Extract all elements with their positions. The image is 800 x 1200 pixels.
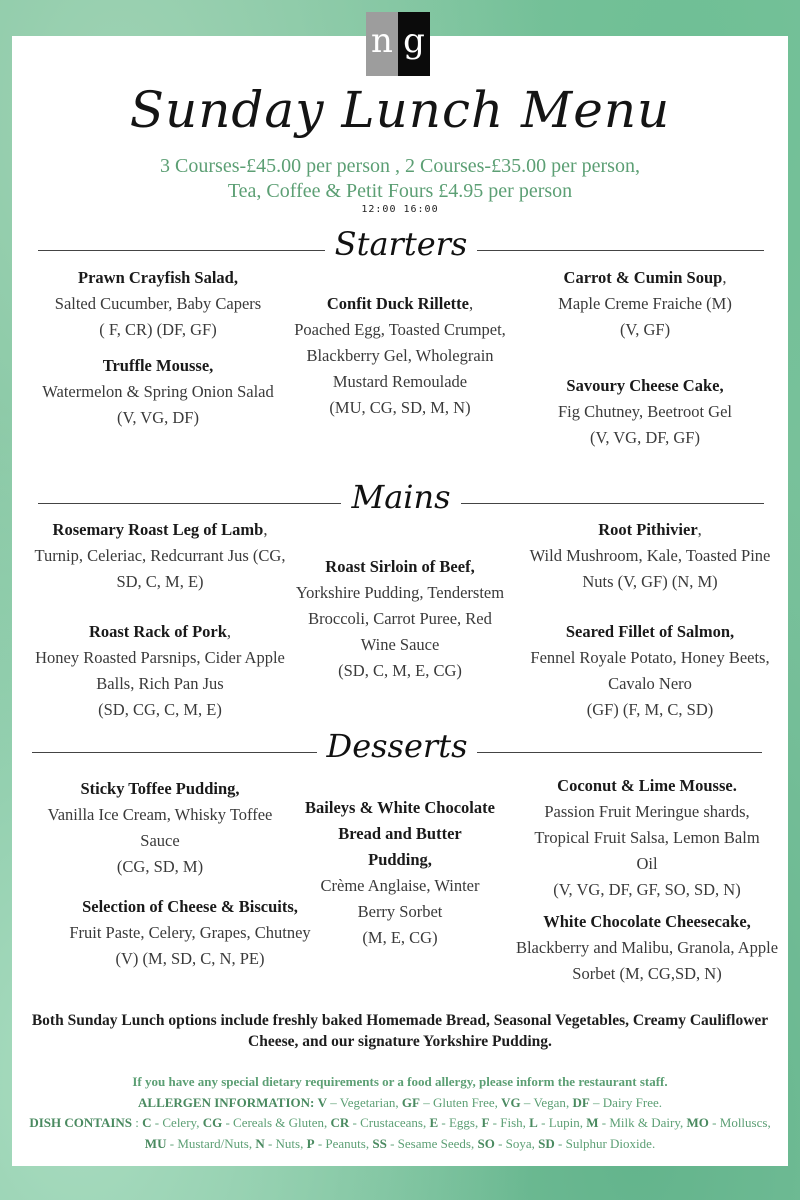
dish-name-suffix: ,	[697, 520, 702, 539]
dish-name: Sticky Toffee Pudding,	[80, 779, 240, 798]
dish-allergens: (V) (M, SD, C, N, PE)	[115, 949, 265, 968]
allergen-meaning: Fish	[500, 1115, 523, 1130]
allergen-code: VG	[501, 1094, 521, 1110]
starters-right-column	[525, 265, 765, 461]
dish-title	[525, 265, 765, 291]
dish-description: Fruit Paste, Celery, Grapes, Chutney	[69, 923, 311, 942]
restaurant-logo	[366, 12, 430, 76]
dish-allergens: (V, GF)	[619, 320, 671, 339]
dish-description: Watermelon & Spring Onion Salad	[42, 382, 274, 401]
inclusions-note: Both Sunday Lunch options include freshly baked Homemade Bread, Seasonal Vegetables, Creamy Cauliflower Cheese, and our signature Yorkshire Pudding.	[31, 1012, 769, 1050]
price-line-2: Tea, Coffee & Petit Fours £4.95 per person	[227, 180, 573, 202]
service-hours: 12:00 16:00	[361, 204, 439, 215]
dish-name: Seared Fillet of Salmon,	[565, 622, 735, 641]
dish-name: Baileys & White Chocolate Bread and Butter Pudding,	[305, 798, 495, 869]
section-heading-starters	[38, 222, 764, 266]
allergen-code: CR	[330, 1115, 350, 1130]
allergen-code: MO	[686, 1115, 709, 1130]
dish-allergens: (M, E, CG)	[362, 928, 438, 947]
dish-name: White Chocolate Cheesecake,	[543, 912, 751, 931]
dish-allergens: ( F, CR) (DF, GF)	[99, 320, 217, 339]
dish-name: Coconut & Lime Mousse.	[557, 776, 737, 795]
dish-name-suffix: ,	[468, 294, 474, 313]
section-title: Mains	[351, 478, 451, 516]
dish-name: Carrot & Cumin Soup	[563, 268, 723, 287]
allergen-code: N	[255, 1135, 265, 1151]
dish-allergens: (V, VG, DF)	[117, 408, 199, 427]
dish-title	[30, 619, 290, 645]
allergen-code: M	[586, 1115, 599, 1130]
dish-title	[280, 291, 520, 317]
divider-line	[477, 752, 762, 753]
dish-name-suffix: ,	[263, 520, 268, 539]
dish-description: Vanilla Ice Cream, Whisky Toffee Sauce	[47, 805, 273, 850]
allergen-meaning: Gluten Free	[432, 1094, 495, 1110]
allergen-code: SD	[538, 1135, 555, 1151]
desserts-left-column	[35, 776, 311, 982]
price-info	[0, 154, 800, 204]
section-heading-mains	[38, 475, 764, 519]
dish-name: Selection of Cheese & Biscuits,	[82, 897, 298, 916]
section-title: Desserts	[326, 727, 468, 765]
section-title: Starters	[334, 225, 468, 263]
dish-name: Roast Sirloin of Beef,	[325, 557, 475, 576]
menu-item	[55, 894, 325, 972]
dish-allergens: (SD, C, M, E, CG)	[338, 661, 462, 680]
mains-right-column	[525, 517, 775, 733]
starters-left-column	[38, 265, 278, 441]
mains-center-column	[290, 554, 510, 694]
dish-allergens: (SD, CG, C, M, E)	[98, 700, 222, 719]
dish-title	[30, 517, 290, 543]
allergen-code: SO	[477, 1135, 495, 1151]
dish-contains-label: DISH CONTAINS	[29, 1115, 133, 1130]
divider-line	[38, 250, 325, 251]
divider-line	[461, 503, 764, 504]
menu-item	[290, 554, 510, 684]
allergen-code: MU	[144, 1135, 167, 1151]
dish-name: Prawn Crayfish Salad,	[78, 268, 238, 287]
dish-description: Crème Anglaise, Winter Berry Sorbet	[320, 876, 480, 921]
allergen-info-label: ALLERGEN INFORMATION:	[138, 1094, 315, 1110]
allergen-code: V	[317, 1094, 328, 1110]
menu-item	[525, 619, 775, 723]
dish-name-suffix: ,	[722, 268, 727, 287]
divider-line	[32, 752, 317, 753]
allergen-meaning: Celery	[162, 1115, 197, 1130]
dish-name: Confit Duck Rillette	[326, 294, 469, 313]
allergen-code: E	[429, 1115, 439, 1130]
logo-letter-g: g	[398, 12, 430, 76]
dish-description: Turnip, Celeriac, Redcurrant Jus (CG, SD, C, M, E)	[34, 546, 286, 591]
allergen-code: GF	[401, 1094, 420, 1110]
allergen-meaning: Dairy Free	[602, 1094, 659, 1110]
dish-description: Poached Egg, Toasted Crumpet, Blackberry Gel, Wholegrain Mustard Remoulade	[294, 320, 506, 391]
allergen-meaning: Peanuts	[325, 1135, 366, 1151]
desserts-center-column	[305, 795, 495, 961]
allergen-code: CG	[202, 1115, 223, 1130]
allergen-meaning: Sulphur Dioxide	[565, 1135, 652, 1151]
dish-description: Yorkshire Pudding, Tenderstem Broccoli, Carrot Puree, Red Wine Sauce	[295, 583, 505, 654]
dish-name: Roast Rack of Pork	[88, 622, 227, 641]
menu-item	[38, 265, 278, 343]
menu-item	[305, 795, 495, 951]
dish-description: Passion Fruit Meringue shards, Tropical Fruit Salsa, Lemon Balm Oil	[534, 802, 760, 873]
dish-description: Maple Creme Fraiche (M)	[558, 294, 732, 313]
dish-name: Root Pithivier	[598, 520, 698, 539]
dish-name-suffix: ,	[226, 622, 232, 641]
dish-description: Salted Cucumber, Baby Capers	[54, 294, 262, 313]
allergen-code: C	[142, 1115, 152, 1130]
starters-center-column	[280, 291, 520, 431]
dish-description: Fig Chutney, Beetroot Gel	[558, 402, 732, 421]
dish-title	[525, 517, 775, 543]
allergen-code: DF	[572, 1094, 590, 1110]
mains-left-column	[30, 517, 290, 733]
allergen-meaning: Vegetarian	[339, 1094, 396, 1110]
allergen-meaning: Nuts	[275, 1135, 301, 1151]
allergen-meaning: Milk & Dairy	[609, 1115, 681, 1130]
logo-letter-n: n	[366, 12, 398, 76]
divider-line	[38, 503, 341, 504]
allergen-code: P	[306, 1135, 315, 1151]
dish-allergens: (GF) (F, M, C, SD)	[586, 700, 714, 719]
dish-allergens: (V, VG, DF, GF)	[590, 428, 700, 447]
dish-name: Savoury Cheese Cake,	[566, 376, 724, 395]
dish-contains-legend: DISH CONTAINS : C - Celery, CG - Cereals & Gluten, CR - Crustaceans, E - Eggs, F - Fish, L - Lupin, M - Milk & Dairy, MO - Molluscs, MU - Mustard/Nuts, N - Nuts, P - Peanuts, SS - Sesame Seeds, SO - Soya, SD - Sulphur Dioxide.	[29, 1115, 771, 1151]
dish-description: Blackberry and Malibu, Granola, Apple Sorbet (M, CG,SD, N)	[515, 938, 779, 983]
allergen-meaning: Soya	[505, 1135, 532, 1151]
allergen-meaning: Cereals & Gluten	[233, 1115, 325, 1130]
menu-item	[35, 776, 285, 880]
dish-name: Rosemary Roast Leg of Lamb	[52, 520, 264, 539]
allergen-meaning: Molluscs	[719, 1115, 768, 1130]
allergen-code: SS	[372, 1135, 387, 1151]
dish-description: Wild Mushroom, Kale, Toasted Pine Nuts (V, GF) (N, M)	[529, 546, 771, 591]
dish-allergens: (V, VG, DF, GF, SO, SD, N)	[553, 880, 741, 899]
menu-item	[30, 619, 290, 723]
dish-description: Honey Roasted Parsnips, Cider Apple Balls, Rich Pan Jus	[35, 648, 285, 693]
allergen-meaning: Eggs	[448, 1115, 475, 1130]
page-title: Sunday Lunch Menu	[129, 81, 671, 139]
price-line-1: 3 Courses-£45.00 per person , 2 Courses-£35.00 per person,	[160, 155, 640, 177]
menu-item	[525, 517, 775, 595]
divider-line	[477, 250, 764, 251]
menu-item	[38, 353, 278, 431]
allergen-code: F	[481, 1115, 490, 1130]
allergen-legend: ALLERGEN INFORMATION: V – Vegetarian, GF – Gluten Free, VG – Vegan, DF – Dairy Free.	[138, 1094, 662, 1110]
desserts-right-column	[512, 773, 782, 997]
allergen-meaning: Lupin	[548, 1115, 580, 1130]
menu-item	[280, 291, 520, 421]
menu-item	[512, 909, 782, 987]
dish-allergens: (CG, SD, M)	[116, 857, 204, 876]
dietary-notice: If you have any special dietary requirements or a food allergy, please inform the restaurant staff.	[132, 1074, 668, 1089]
dish-name: Truffle Mousse,	[102, 356, 214, 375]
section-heading-desserts	[32, 724, 762, 768]
menu-item	[525, 373, 765, 451]
allergen-meaning: Mustard/Nuts	[177, 1135, 249, 1151]
allergen-meaning: Vegan	[533, 1094, 566, 1110]
dish-description: Fennel Royale Potato, Honey Beets, Cavalo Nero	[530, 648, 770, 693]
menu-item	[525, 265, 765, 343]
menu-item	[30, 517, 290, 595]
dish-allergens: (MU, CG, SD, M, N)	[329, 398, 471, 417]
allergen-info	[20, 1072, 780, 1154]
menu-item	[512, 773, 782, 903]
allergen-code: L	[529, 1115, 538, 1130]
allergen-meaning: Sesame Seeds	[397, 1135, 471, 1151]
allergen-meaning: Crustaceans	[360, 1115, 423, 1130]
